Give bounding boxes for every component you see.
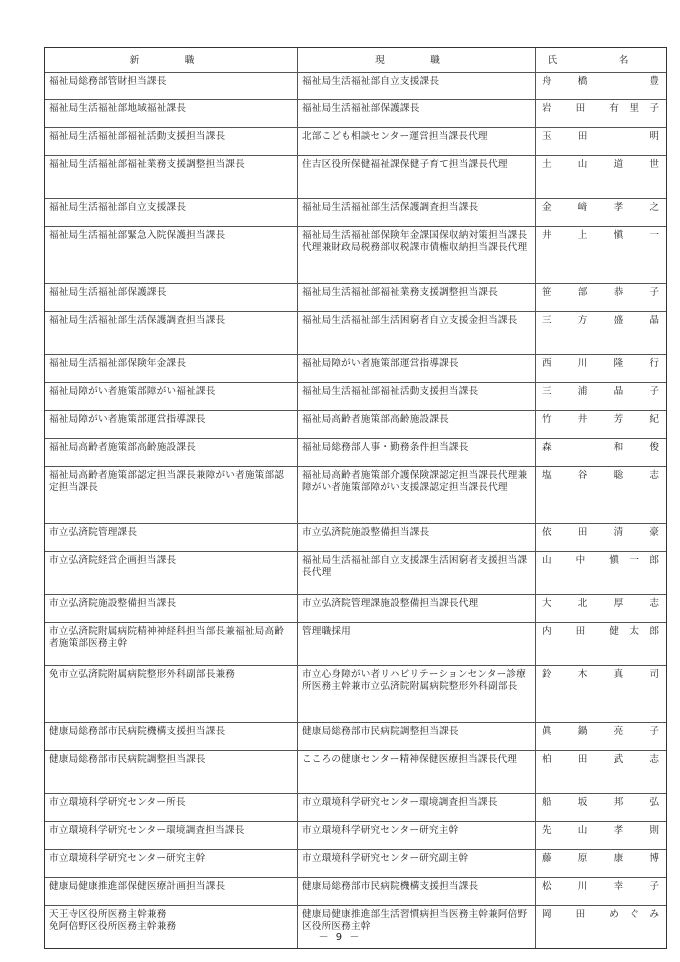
header-current-post: 現 職 bbox=[298, 48, 536, 72]
person-name-cell: 三 方 盛 晶 bbox=[542, 315, 660, 326]
new-post-cell: 健康局総務部市民病院調整担当課長 bbox=[45, 751, 298, 793]
new-post-cell: 福祉局生活福祉部緊急入院保護担当課長 bbox=[45, 227, 298, 283]
table-row bbox=[45, 751, 666, 794]
current-post-cell: 健康局総務部市民病院機構支援担当課長 bbox=[298, 878, 536, 905]
table-row bbox=[45, 666, 666, 723]
table-row bbox=[45, 411, 666, 439]
new-post-cell: 福祉局高齢者施策部認定担当課長兼障がい者施策部認定担当課長 bbox=[45, 467, 298, 523]
person-name-cell: 内 田 健太郎 bbox=[542, 626, 660, 637]
current-post-cell: 福祉局生活福祉部保護課長 bbox=[298, 100, 536, 127]
current-post-cell: 管理職採用 bbox=[298, 623, 536, 665]
current-post-cell: 福祉局生活福祉部福祉業務支援調整担当課長 bbox=[298, 284, 536, 311]
current-post-cell: 北部こども相談センター運営担当課長代理 bbox=[298, 128, 536, 155]
new-post-cell: 健康局総務部市民病院機構支援担当課長 bbox=[45, 723, 298, 750]
person-name-cell: 柏 田 武 志 bbox=[542, 754, 660, 765]
current-post-cell: 福祉局生活福祉部保険年金課国保収納対策担当課長代理兼財政局税務部収税課市債権収納担当課長代理 bbox=[298, 227, 536, 283]
table-row bbox=[45, 794, 666, 822]
new-post-cell: 福祉局生活福祉部福祉活動支援担当課長 bbox=[45, 128, 298, 155]
table-row bbox=[45, 822, 666, 850]
current-post-cell: 健康局健康推進部生活習慣病担当医務主幹兼阿倍野区役所医務主幹 bbox=[298, 906, 536, 948]
current-post-cell: 健康局総務部市民病院調整担当課長 bbox=[298, 723, 536, 750]
person-name-cell: 笹 部 恭 子 bbox=[542, 287, 660, 298]
current-post-cell: 福祉局高齢者施策部介護保険課認定担当課長代理兼障がい者施策部障がい支援課認定担当課長代理 bbox=[298, 467, 536, 523]
person-name-cell: 竹 井 芳 紀 bbox=[542, 414, 660, 425]
table-row bbox=[45, 723, 666, 751]
current-post-cell: 市立環境科学研究センター環境調査担当課長 bbox=[298, 794, 536, 821]
current-post-cell: 福祉局生活福祉部自立支援課生活困窮者支援担当課長代理 bbox=[298, 552, 536, 594]
current-post-cell: 福祉局生活福祉部福祉活動支援担当課長 bbox=[298, 383, 536, 410]
table-row bbox=[45, 355, 666, 383]
new-post-cell: 福祉局総務部管財担当課長 bbox=[45, 73, 298, 99]
current-post-cell: 福祉局障がい者施策部運営指導課長 bbox=[298, 355, 536, 382]
current-post-cell: 福祉局生活福祉部自立支援課長 bbox=[298, 73, 536, 99]
person-name-cell: 西 川 隆 行 bbox=[542, 358, 660, 369]
new-post-cell: 福祉局障がい者施策部障がい福祉課長 bbox=[45, 383, 298, 410]
new-post-cell: 福祉局生活福祉部地域福祉課長 bbox=[45, 100, 298, 127]
table-row bbox=[45, 156, 666, 199]
person-name-cell: 塩 谷 聡 志 bbox=[542, 470, 660, 481]
current-post-cell: 市立環境科学研究センター研究副主幹 bbox=[298, 850, 536, 877]
person-name-cell: 船 坂 邦 弘 bbox=[542, 797, 660, 808]
person-name-cell: 松 川 幸 子 bbox=[542, 881, 660, 892]
current-post-cell: 住吉区役所保健福祉課保健子育て担当課長代理 bbox=[298, 156, 536, 198]
person-name-cell: 依 田 清 豪 bbox=[542, 527, 660, 538]
table-row bbox=[45, 312, 666, 355]
page-number: － 9 － bbox=[318, 932, 362, 943]
current-post-cell: 福祉局生活福祉部生活保護調査担当課長 bbox=[298, 199, 536, 226]
new-post-cell: 市立環境科学研究センター環境調査担当課長 bbox=[45, 822, 298, 849]
table-row bbox=[45, 284, 666, 312]
table-row bbox=[45, 383, 666, 411]
table-row bbox=[45, 73, 666, 100]
current-post-cell: 福祉局総務部人事・勤務条件担当課長 bbox=[298, 439, 536, 466]
table-row bbox=[45, 467, 666, 524]
new-post-cell: 福祉局生活福祉部保険年金課長 bbox=[45, 355, 298, 382]
current-post-cell: 市立環境科学研究センター研究主幹 bbox=[298, 822, 536, 849]
new-post-cell: 福祉局障がい者施策部運営指導課長 bbox=[45, 411, 298, 438]
new-post-cell: 市立弘済院施設整備担当課長 bbox=[45, 595, 298, 622]
table-row bbox=[45, 623, 666, 666]
person-name-cell: 鈴 木 真 司 bbox=[542, 669, 660, 680]
person-name-cell: 眞 鍋 亮 子 bbox=[542, 726, 660, 737]
table-header bbox=[45, 48, 666, 73]
person-name-cell: 井 上 愼 一 bbox=[542, 230, 660, 241]
person-name-cell: 三 浦 晶 子 bbox=[542, 386, 660, 397]
table-row bbox=[45, 227, 666, 284]
person-name-cell: 岩 田 有里子 bbox=[542, 103, 660, 114]
person-name-cell: 山 中 愼一郎 bbox=[542, 555, 660, 566]
new-post-cell: 市立弘済院経営企画担当課長 bbox=[45, 552, 298, 594]
table-row bbox=[45, 100, 666, 128]
table-row bbox=[45, 524, 666, 552]
new-post-cell: 福祉局生活福祉部自立支援課長 bbox=[45, 199, 298, 226]
table-row bbox=[45, 199, 666, 227]
current-post-cell: 市立弘済院施設整備担当課長 bbox=[298, 524, 536, 551]
new-post-cell: 福祉局生活福祉部福祉業務支援調整担当課長 bbox=[45, 156, 298, 198]
header-name: 氏 名 bbox=[547, 55, 655, 66]
person-name-cell: 大 北 厚 志 bbox=[542, 598, 660, 609]
header-new-post: 新 職 bbox=[45, 48, 298, 72]
table-row bbox=[45, 552, 666, 595]
person-name-cell: 土 山 道 世 bbox=[542, 159, 660, 170]
current-post-cell: 市立心身障がい者リハビリテーションセンター診療所医務主幹兼市立弘済院附属病院整形外科副部長 bbox=[298, 666, 536, 722]
new-post-cell: 健康局健康推進部保健医療計画担当課長 bbox=[45, 878, 298, 905]
current-post-cell: こころの健康センター精神保健医療担当課長代理 bbox=[298, 751, 536, 793]
person-name-cell: 岡 田 めぐみ bbox=[542, 909, 660, 920]
new-post-cell: 市立弘済院附属病院精神神経科担当部長兼福祉局高齢者施策部医務主幹 bbox=[45, 623, 298, 665]
new-post-cell: 市立環境科学研究センター研究主幹 bbox=[45, 850, 298, 877]
table-row bbox=[45, 128, 666, 156]
table-row bbox=[45, 439, 666, 467]
new-post-cell: 福祉局高齢者施策部高齢施設課長 bbox=[45, 439, 298, 466]
person-name-cell: 金 﨑 孝 之 bbox=[542, 202, 660, 213]
person-name-cell: 玉 田 明 bbox=[542, 131, 660, 142]
person-name-cell: 藤 原 康 博 bbox=[542, 853, 660, 864]
new-post-cell: 天王寺区役所医務主幹兼務 免阿倍野区役所医務主幹兼務 bbox=[45, 906, 298, 948]
current-post-cell: 福祉局生活福祉部生活困窮者自立支援金担当課長 bbox=[298, 312, 536, 354]
new-post-cell: 市立環境科学研究センター所長 bbox=[45, 794, 298, 821]
new-post-cell: 市立弘済院管理課長 bbox=[45, 524, 298, 551]
table-row bbox=[45, 595, 666, 623]
new-post-cell: 福祉局生活福祉部生活保護調査担当課長 bbox=[45, 312, 298, 354]
person-name-cell: 先 山 孝 則 bbox=[542, 825, 660, 836]
personnel-table bbox=[44, 47, 667, 949]
table-row bbox=[45, 850, 666, 878]
new-post-cell: 免市立弘済院附属病院整形外科副部長兼務 bbox=[45, 666, 298, 722]
current-post-cell: 市立弘済院管理課施設整備担当課長代理 bbox=[298, 595, 536, 622]
current-post-cell: 福祉局高齢者施策部高齢施設課長 bbox=[298, 411, 536, 438]
table-row bbox=[45, 878, 666, 906]
person-name-cell: 森 和 俊 bbox=[542, 442, 660, 453]
person-name-cell: 舟 橋 豊 bbox=[542, 76, 660, 87]
new-post-cell: 福祉局生活福祉部保護課長 bbox=[45, 284, 298, 311]
